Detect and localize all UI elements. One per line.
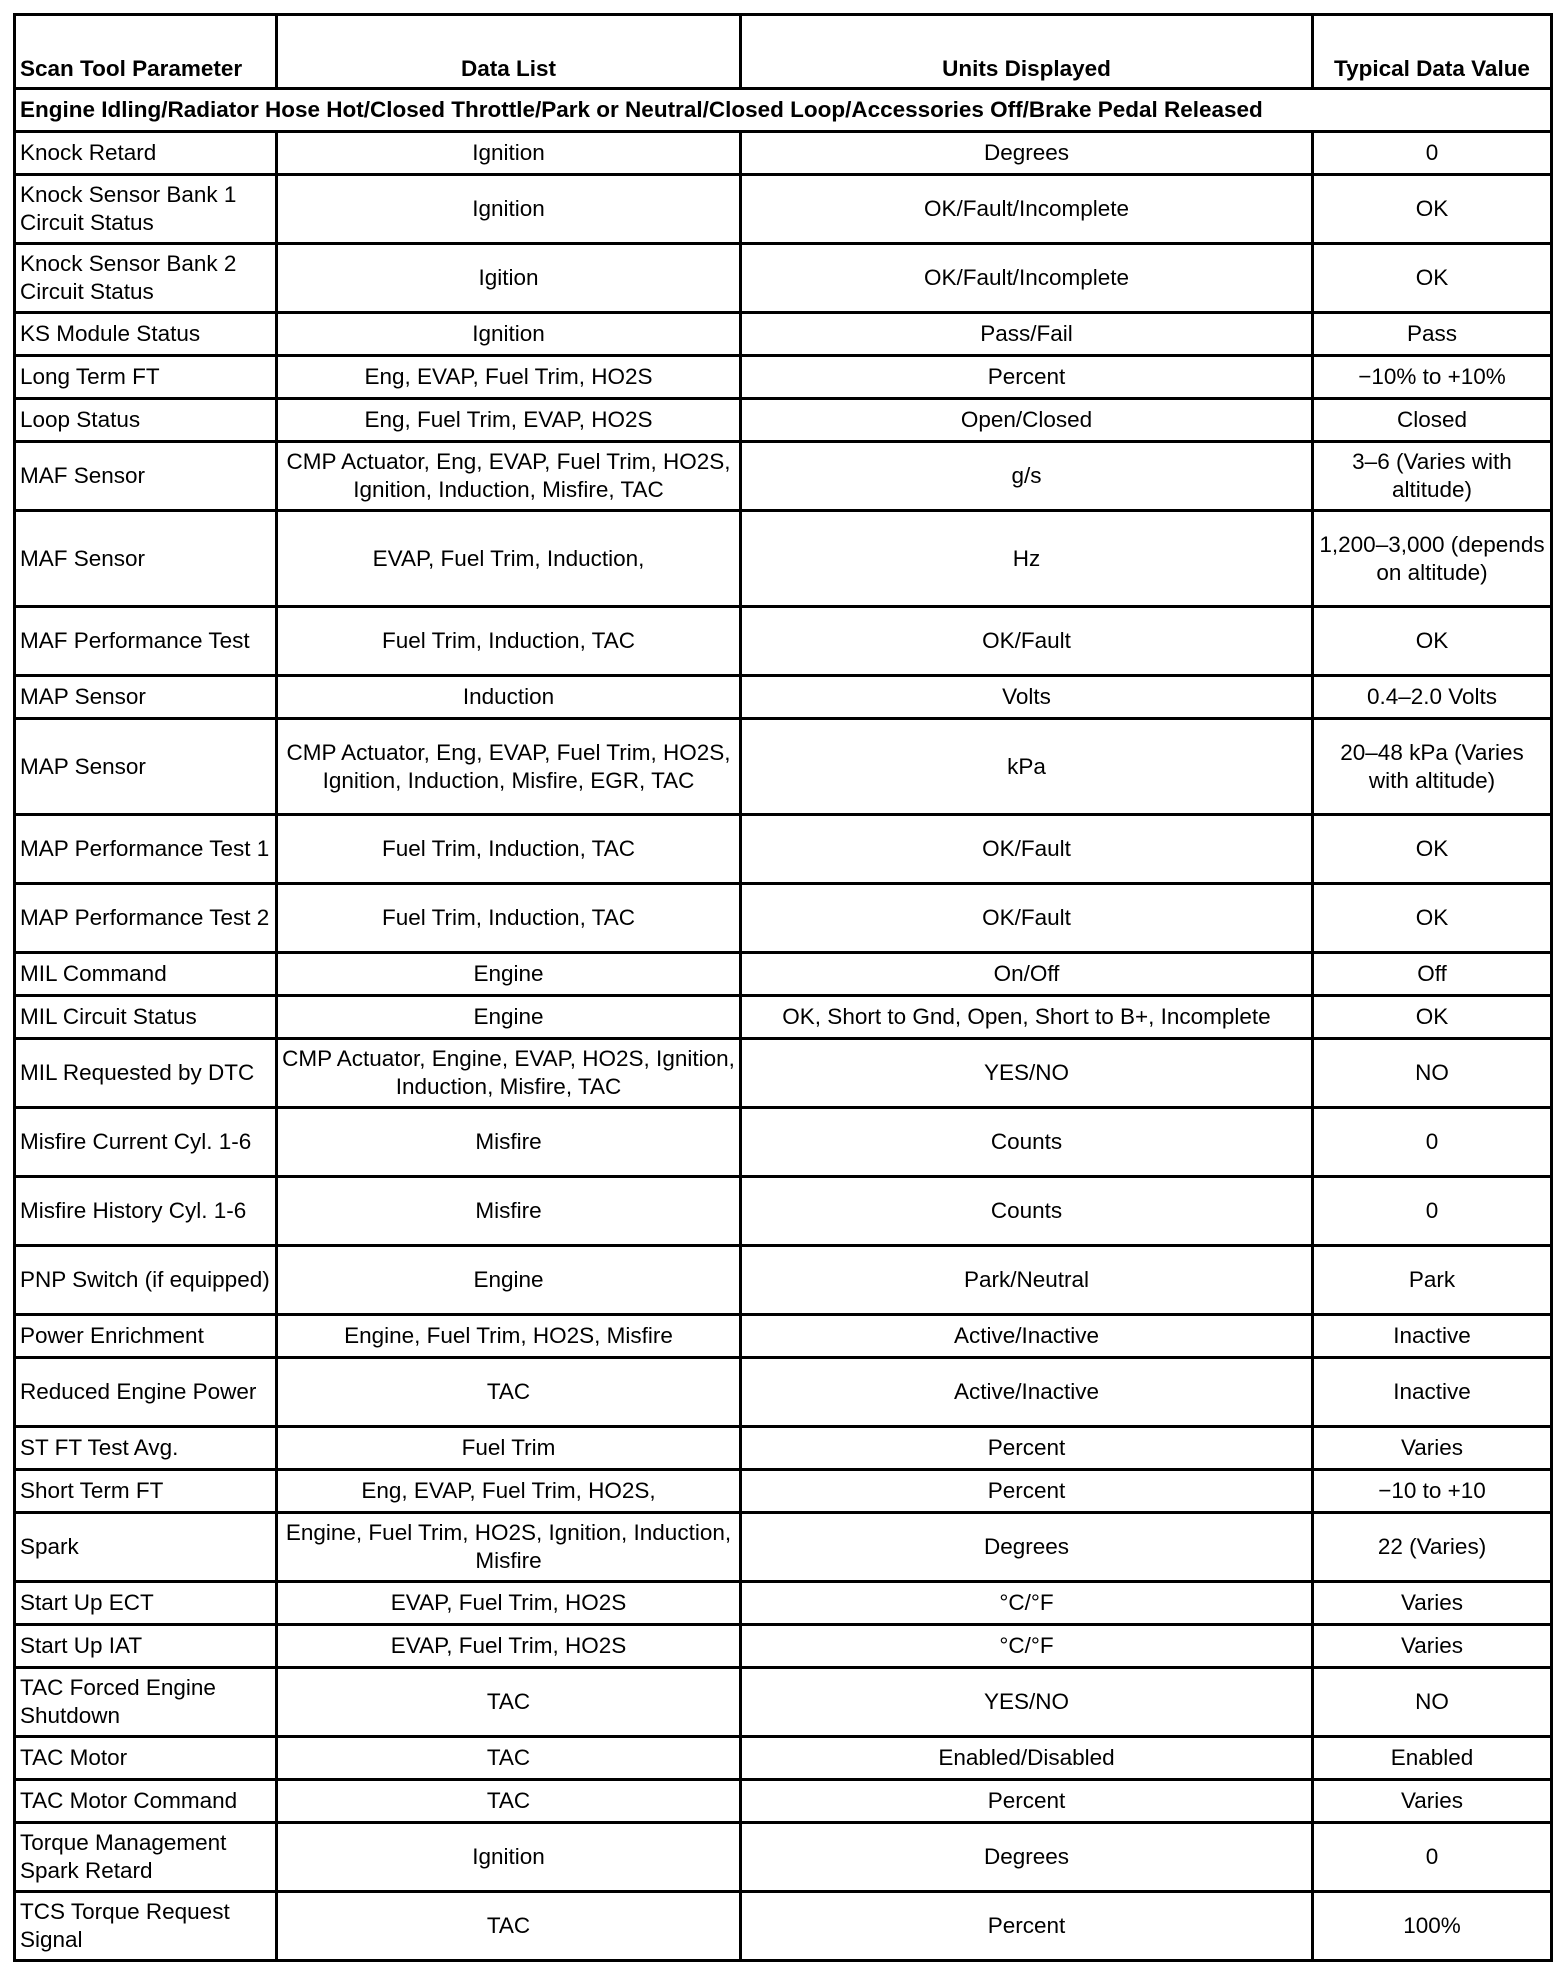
cell-typical-data-value: OK [1313,815,1552,884]
table-row [15,815,1552,884]
table-row [15,1823,1552,1892]
cell-data-list: Ignition [277,313,741,356]
cell-typical-data-value: −10% to +10% [1313,356,1552,399]
cell-data-list: CMP Actuator, Eng, EVAP, Fuel Trim, HO2S, Ignition, Induction, Misfire, EGR, TAC [277,719,741,815]
cell-units-displayed: Counts [741,1108,1313,1177]
header-units-displayed: Units Displayed [741,15,1313,89]
cell-units-displayed: °C/°F [741,1625,1313,1668]
cell-units-displayed: Park/Neutral [741,1246,1313,1315]
cell-units-displayed: Hz [741,511,1313,607]
cell-typical-data-value: OK [1313,996,1552,1039]
cell-scan-tool-parameter: Misfire Current Cyl. 1-6 [15,1108,277,1177]
cell-data-list: Fuel Trim, Induction, TAC [277,607,741,676]
cell-typical-data-value: Off [1313,953,1552,996]
cell-scan-tool-parameter: TCS Torque Request Signal [15,1892,277,1961]
cell-data-list: TAC [277,1892,741,1961]
table-row [15,1668,1552,1737]
cell-typical-data-value: OK [1313,175,1552,244]
cell-data-list: Engine [277,1246,741,1315]
cell-data-list: Ignition [277,132,741,175]
cell-typical-data-value: 20–48 kPa (Varies with altitude) [1313,719,1552,815]
cell-data-list: Misfire [277,1108,741,1177]
table-row [15,1737,1552,1780]
cell-data-list: Fuel Trim, Induction, TAC [277,815,741,884]
cell-typical-data-value: OK [1313,884,1552,953]
cell-data-list: EVAP, Fuel Trim, HO2S [277,1582,741,1625]
cell-units-displayed: Active/Inactive [741,1358,1313,1427]
cell-typical-data-value: 0 [1313,132,1552,175]
table-row [15,676,1552,719]
cell-units-displayed: OK/Fault [741,815,1313,884]
cell-typical-data-value: 100% [1313,1892,1552,1961]
cell-typical-data-value: Varies [1313,1780,1552,1823]
cell-scan-tool-parameter: PNP Switch (if equipped) [15,1246,277,1315]
cell-typical-data-value: Pass [1313,313,1552,356]
cell-typical-data-value: −10 to +10 [1313,1470,1552,1513]
cell-scan-tool-parameter: Torque Management Spark Retard [15,1823,277,1892]
cell-scan-tool-parameter: TAC Motor [15,1737,277,1780]
cell-scan-tool-parameter: Misfire History Cyl. 1-6 [15,1177,277,1246]
cell-units-displayed: Active/Inactive [741,1315,1313,1358]
cell-data-list: TAC [277,1780,741,1823]
cell-units-displayed: YES/NO [741,1668,1313,1737]
cell-data-list: TAC [277,1737,741,1780]
cell-data-list: Ignition [277,1823,741,1892]
table-row [15,313,1552,356]
cell-scan-tool-parameter: MAP Performance Test 2 [15,884,277,953]
cell-data-list: Misfire [277,1177,741,1246]
cell-scan-tool-parameter: Power Enrichment [15,1315,277,1358]
cell-units-displayed: Degrees [741,1823,1313,1892]
cell-scan-tool-parameter: Long Term FT [15,356,277,399]
cell-data-list: TAC [277,1358,741,1427]
table-row [15,1427,1552,1470]
cell-typical-data-value: Varies [1313,1625,1552,1668]
table-row [15,1177,1552,1246]
cell-scan-tool-parameter: MAF Sensor [15,442,277,511]
cell-data-list: Engine, Fuel Trim, HO2S, Ignition, Induction, Misfire [277,1513,741,1582]
cell-scan-tool-parameter: Knock Sensor Bank 1 Circuit Status [15,175,277,244]
table-row [15,132,1552,175]
cell-units-displayed: Percent [741,1780,1313,1823]
cell-data-list: Eng, EVAP, Fuel Trim, HO2S, [277,1470,741,1513]
cell-typical-data-value: NO [1313,1039,1552,1108]
cell-scan-tool-parameter: MAP Sensor [15,719,277,815]
cell-units-displayed: Pass/Fail [741,313,1313,356]
cell-typical-data-value: Closed [1313,399,1552,442]
scan-tool-data-table [13,13,1553,1962]
table-row [15,175,1552,244]
cell-units-displayed: Percent [741,1427,1313,1470]
cell-typical-data-value: 0.4–2.0 Volts [1313,676,1552,719]
condition-text: Engine Idling/Radiator Hose Hot/Closed Throttle/Park or Neutral/Closed Loop/Accessories Off/Brake Pedal Released [15,89,1552,132]
cell-data-list: Engine [277,953,741,996]
table-row [15,996,1552,1039]
cell-data-list: Engine, Fuel Trim, HO2S, Misfire [277,1315,741,1358]
table-row [15,356,1552,399]
cell-units-displayed: Volts [741,676,1313,719]
cell-typical-data-value: Varies [1313,1427,1552,1470]
cell-scan-tool-parameter: Start Up IAT [15,1625,277,1668]
header-row [15,15,1552,89]
table-row [15,244,1552,313]
cell-data-list: EVAP, Fuel Trim, Induction, [277,511,741,607]
cell-typical-data-value: OK [1313,244,1552,313]
cell-data-list: Eng, Fuel Trim, EVAP, HO2S [277,399,741,442]
cell-units-displayed: OK/Fault/Incomplete [741,175,1313,244]
cell-typical-data-value: 0 [1313,1177,1552,1246]
header-scan-tool-parameter: Scan Tool Parameter [15,15,277,89]
cell-typical-data-value: 0 [1313,1823,1552,1892]
cell-typical-data-value: Enabled [1313,1737,1552,1780]
table-row [15,607,1552,676]
table-row [15,1780,1552,1823]
cell-units-displayed: g/s [741,442,1313,511]
table-row [15,953,1552,996]
scan-tool-data-table-page [13,13,1550,1962]
cell-units-displayed: Open/Closed [741,399,1313,442]
cell-units-displayed: Percent [741,1470,1313,1513]
table-row [15,399,1552,442]
table-row [15,442,1552,511]
cell-scan-tool-parameter: MAF Performance Test [15,607,277,676]
cell-units-displayed: OK/Fault [741,884,1313,953]
table-row [15,884,1552,953]
cell-units-displayed: OK/Fault/Incomplete [741,244,1313,313]
cell-typical-data-value: OK [1313,607,1552,676]
header-typical-data-value: Typical Data Value [1313,15,1552,89]
cell-scan-tool-parameter: ST FT Test Avg. [15,1427,277,1470]
cell-units-displayed: YES/NO [741,1039,1313,1108]
cell-scan-tool-parameter: Knock Sensor Bank 2 Circuit Status [15,244,277,313]
table-row [15,1892,1552,1961]
cell-data-list: Engine [277,996,741,1039]
table-row [15,1470,1552,1513]
cell-units-displayed: kPa [741,719,1313,815]
cell-units-displayed: OK/Fault [741,607,1313,676]
table-row [15,1246,1552,1315]
cell-scan-tool-parameter: MIL Requested by DTC [15,1039,277,1108]
cell-scan-tool-parameter: Knock Retard [15,132,277,175]
table-row [15,1513,1552,1582]
cell-typical-data-value: 3–6 (Varies with altitude) [1313,442,1552,511]
condition-row [15,89,1552,132]
cell-scan-tool-parameter: Spark [15,1513,277,1582]
cell-data-list: Eng, EVAP, Fuel Trim, HO2S [277,356,741,399]
cell-data-list: Fuel Trim [277,1427,741,1470]
cell-scan-tool-parameter: TAC Forced Engine Shutdown [15,1668,277,1737]
table-row [15,1108,1552,1177]
cell-data-list: Ignition [277,175,741,244]
table-row [15,1315,1552,1358]
cell-data-list: Induction [277,676,741,719]
cell-scan-tool-parameter: MIL Command [15,953,277,996]
cell-data-list: Igition [277,244,741,313]
cell-scan-tool-parameter: MIL Circuit Status [15,996,277,1039]
cell-units-displayed: On/Off [741,953,1313,996]
cell-units-displayed: Percent [741,356,1313,399]
cell-data-list: Fuel Trim, Induction, TAC [277,884,741,953]
table-row [15,1582,1552,1625]
cell-scan-tool-parameter: Start Up ECT [15,1582,277,1625]
cell-typical-data-value: Inactive [1313,1315,1552,1358]
cell-data-list: EVAP, Fuel Trim, HO2S [277,1625,741,1668]
cell-typical-data-value: 0 [1313,1108,1552,1177]
cell-typical-data-value: NO [1313,1668,1552,1737]
cell-typical-data-value: Varies [1313,1582,1552,1625]
cell-units-displayed: Enabled/Disabled [741,1737,1313,1780]
cell-units-displayed: Percent [741,1892,1313,1961]
table-row [15,1039,1552,1108]
cell-typical-data-value: 22 (Varies) [1313,1513,1552,1582]
cell-typical-data-value: Inactive [1313,1358,1552,1427]
cell-scan-tool-parameter: Reduced Engine Power [15,1358,277,1427]
cell-scan-tool-parameter: MAP Sensor [15,676,277,719]
cell-scan-tool-parameter: Loop Status [15,399,277,442]
cell-units-displayed: Degrees [741,1513,1313,1582]
table-row [15,511,1552,607]
cell-scan-tool-parameter: KS Module Status [15,313,277,356]
cell-scan-tool-parameter: MAF Sensor [15,511,277,607]
cell-units-displayed: °C/°F [741,1582,1313,1625]
cell-data-list: TAC [277,1668,741,1737]
cell-data-list: CMP Actuator, Engine, EVAP, HO2S, Ignition, Induction, Misfire, TAC [277,1039,741,1108]
table-row [15,1625,1552,1668]
table-row [15,1358,1552,1427]
header-data-list: Data List [277,15,741,89]
cell-scan-tool-parameter: MAP Performance Test 1 [15,815,277,884]
table-row [15,719,1552,815]
cell-units-displayed: OK, Short to Gnd, Open, Short to B+, Incomplete [741,996,1313,1039]
cell-typical-data-value: Park [1313,1246,1552,1315]
cell-scan-tool-parameter: TAC Motor Command [15,1780,277,1823]
cell-scan-tool-parameter: Short Term FT [15,1470,277,1513]
cell-data-list: CMP Actuator, Eng, EVAP, Fuel Trim, HO2S, Ignition, Induction, Misfire, TAC [277,442,741,511]
cell-typical-data-value: 1,200–3,000 (depends on altitude) [1313,511,1552,607]
cell-units-displayed: Counts [741,1177,1313,1246]
cell-units-displayed: Degrees [741,132,1313,175]
